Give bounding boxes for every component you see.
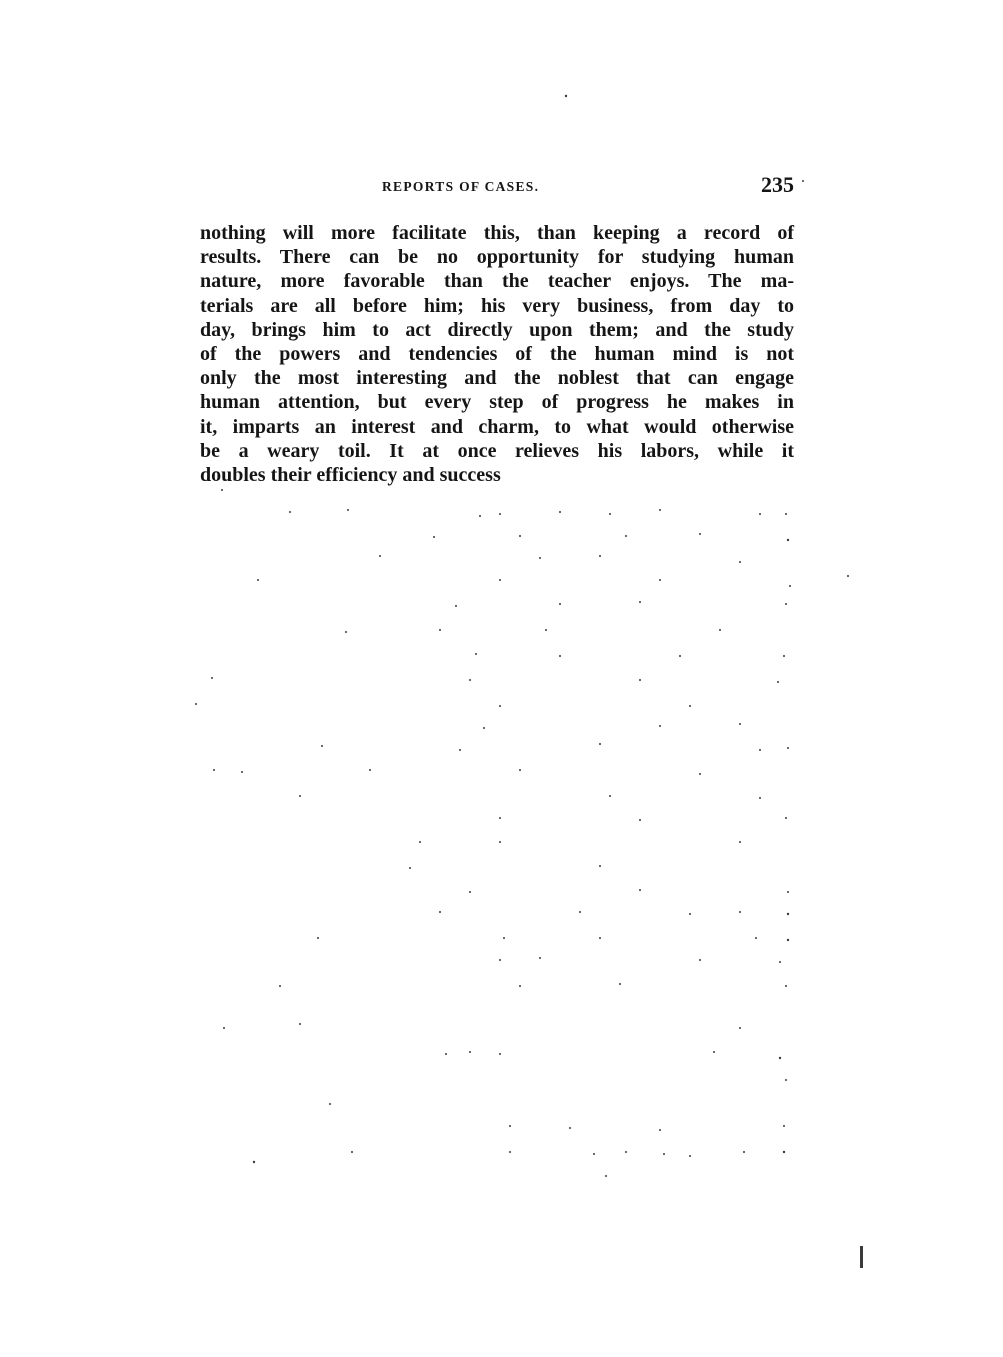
text-line: nature, more favorable than the teacher enjoys. The ma- (200, 270, 794, 293)
text-line: nothing will more facilitate this, than keeping a record of (200, 222, 794, 244)
text-line: it, imparts an interest and charm, to what would otherwise (200, 415, 794, 438)
text-line: day, brings him to act directly upon them; and the study (200, 318, 794, 341)
running-title: REPORTS OF CASES. (382, 179, 540, 194)
text-line: human attention, but every step of progress he makes in (200, 391, 794, 414)
text-line: doubles their efficiency and success (200, 464, 501, 487)
running-head (200, 172, 794, 202)
page-number: 235 (761, 172, 794, 197)
body-paragraph (200, 221, 794, 487)
text-line: be a weary toil. It at once relieves his labors, while it (200, 439, 794, 462)
text-line: terials are all before him; his very business, from day to (200, 294, 794, 317)
text-line: only the most interesting and the noblest that can engage (200, 367, 794, 390)
text-line: of the powers and tendencies of the human mind is not (200, 343, 794, 366)
text-line: results. There can be no opportunity for studying human (200, 246, 794, 269)
